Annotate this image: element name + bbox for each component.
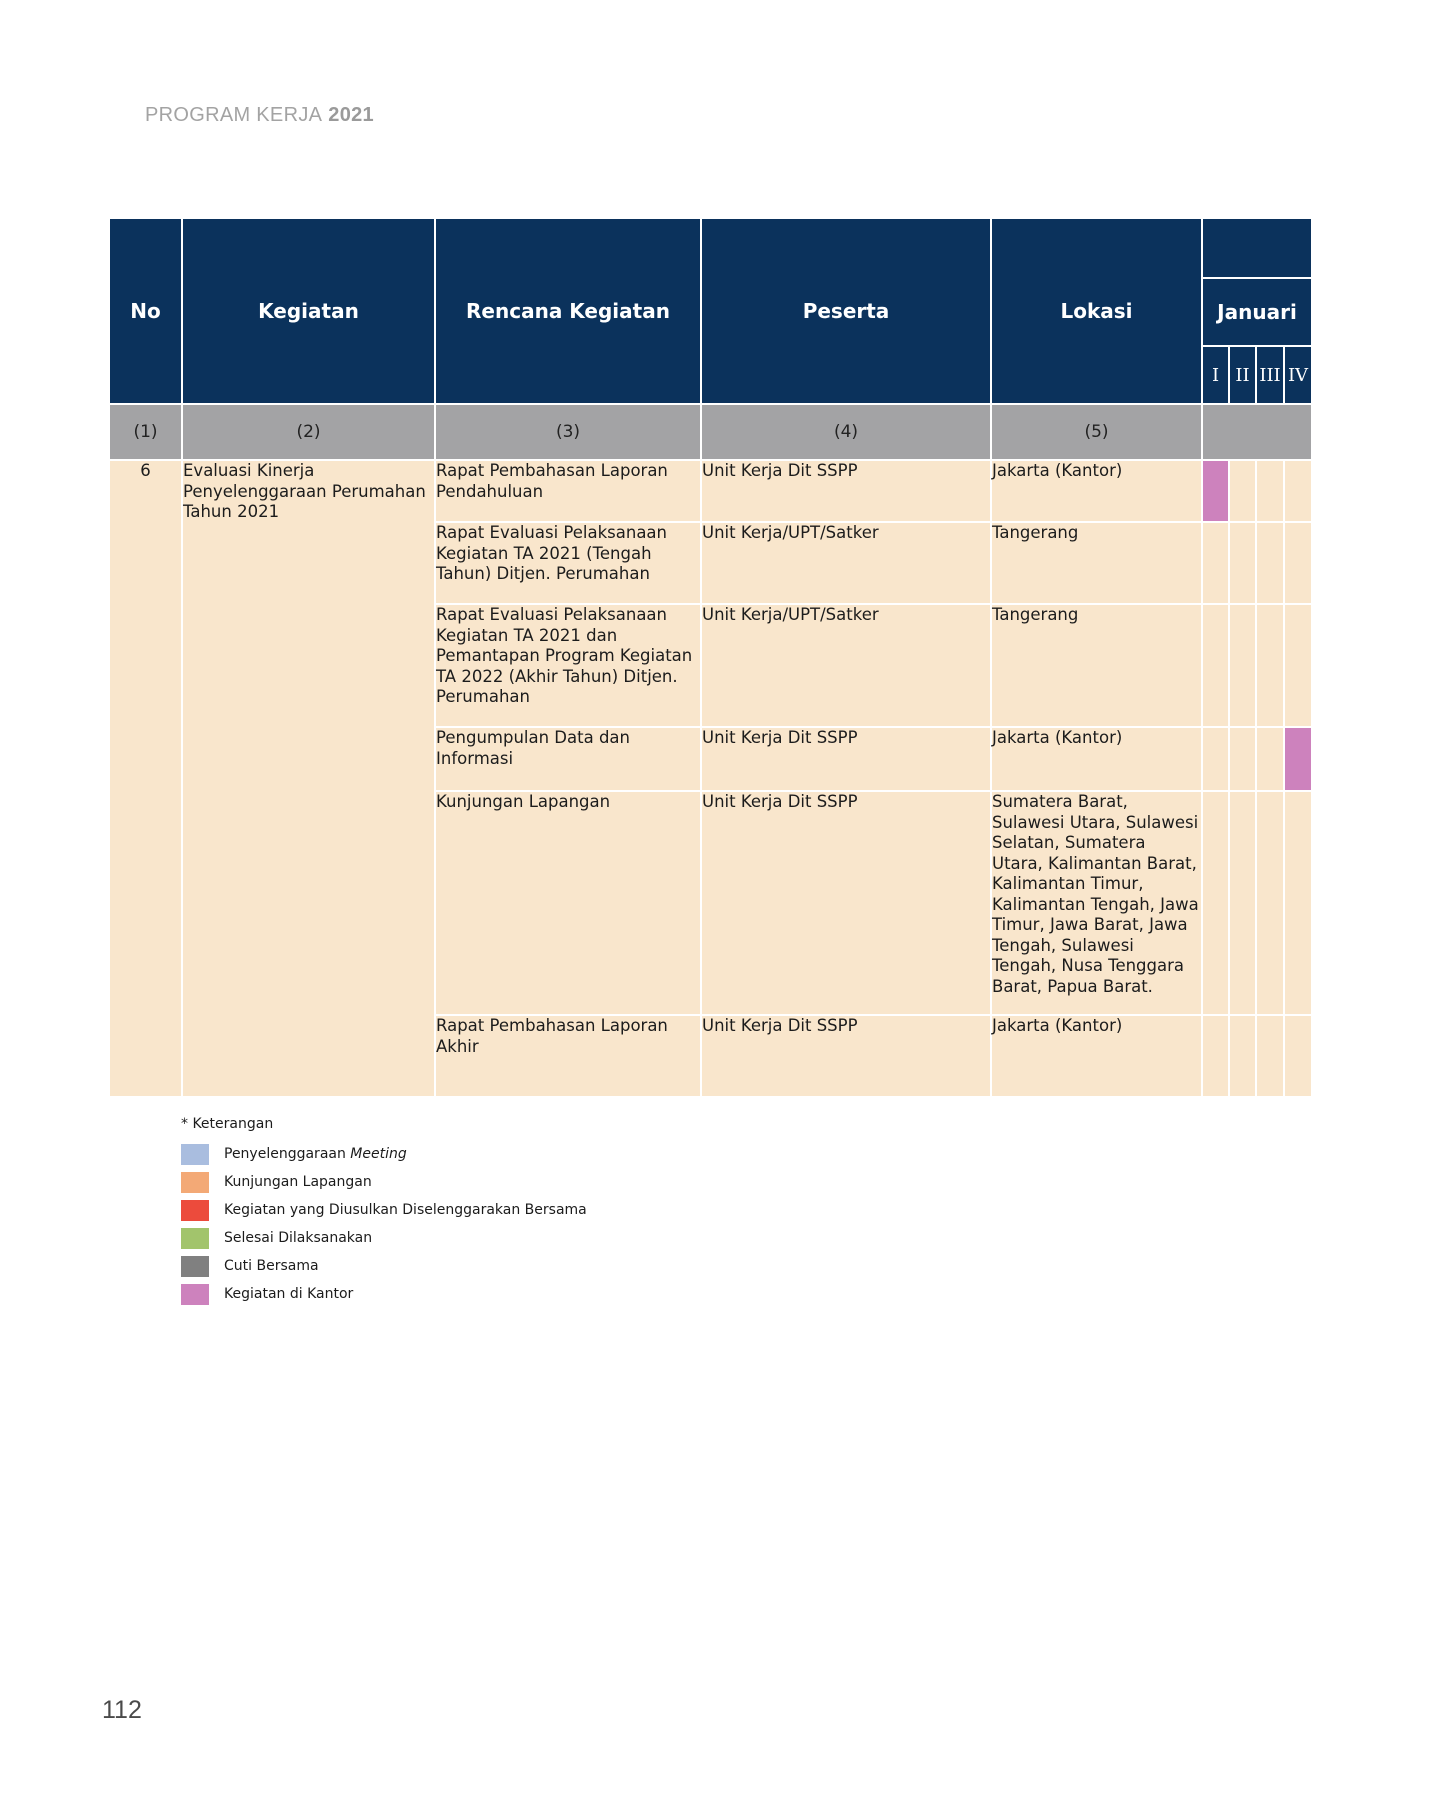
cell-peserta: Unit Kerja Dit SSPP [701,1015,991,1097]
col-header-week-2: II [1229,346,1256,404]
col-header-rencana-kegiatan: Rencana Kegiatan [435,218,701,404]
legend-item-bersama [181,1196,587,1224]
week-cell [1284,604,1312,727]
cell-rencana: Pengumpulan Data dan Informasi [435,727,701,791]
week-cell [1256,791,1284,1015]
week-cell [1229,522,1256,604]
page-header [145,104,374,127]
cell-rencana: Rapat Evaluasi Pelaksanaan Kegiatan TA 2021 dan Pemantapan Program Kegiatan TA 2022 (Akhir Tahun) Ditjen. Perumahan [435,604,701,727]
cell-lokasi: Sumatera Barat, Sulawesi Utara, Sulawesi Selatan, Sumatera Utara, Kalimantan Barat, Kalimantan Timur, Kalimantan Tengah, Jawa Timur, Jawa Barat, Jawa Tengah, Sulawesi Tengah, Nusa Tenggara Barat, Papua Barat. [991,791,1202,1015]
legend-title: * Keterangan [181,1116,274,1132]
week-cell [1256,522,1284,604]
week-cell [1229,791,1256,1015]
legend-label: Kegiatan di Kantor [224,1286,354,1302]
header-year: 2021 [328,104,374,126]
legend-swatch [181,1228,209,1249]
cell-lokasi: Jakarta (Kantor) [991,727,1202,791]
cell-peserta: Unit Kerja/UPT/Satker [701,604,991,727]
col-header-week-1: I [1202,346,1229,404]
week-cell [1256,1015,1284,1097]
legend-swatch [181,1200,209,1221]
cell-rencana: Rapat Pembahasan Laporan Akhir [435,1015,701,1097]
week-cell [1229,727,1256,791]
col-number-5: (5) [991,404,1202,460]
cell-lokasi: Tangerang [991,522,1202,604]
legend-swatch [181,1256,209,1277]
week-cell [1202,522,1229,604]
cell-rencana: Kunjungan Lapangan [435,791,701,1015]
week-cell [1202,791,1229,1015]
cell-rencana: Rapat Pembahasan Laporan Pendahuluan [435,460,701,522]
legend [181,1116,587,1308]
week-cell [1284,522,1312,604]
week-cell [1256,460,1284,522]
col-number-schedule [1202,404,1312,460]
legend-label: Kegiatan yang Diusulkan Diselenggarakan Bersama [224,1202,587,1218]
legend-item-kunjungan [181,1168,587,1196]
week-cell [1202,727,1229,791]
col-number-2: (2) [182,404,435,460]
cell-kegiatan: Evaluasi Kinerja Penyelenggaraan Perumahan Tahun 2021 [182,460,435,1097]
week-cell [1202,460,1229,522]
legend-item-kantor [181,1280,587,1308]
col-header-week-3: III [1256,346,1284,404]
cell-peserta: Unit Kerja/UPT/Satker [701,522,991,604]
col-number-4: (4) [701,404,991,460]
week-cell [1202,604,1229,727]
legend-item-meeting [181,1140,587,1168]
legend-label: Penyelenggaraan Meeting [224,1146,407,1162]
header-title: PROGRAM KERJA [145,104,323,126]
table-row [109,460,1312,522]
legend-swatch [181,1144,209,1165]
col-header-kegiatan: Kegiatan [182,218,435,404]
legend-item-cuti [181,1252,587,1280]
week-cell [1229,460,1256,522]
cell-peserta: Unit Kerja Dit SSPP [701,460,991,522]
legend-label: Cuti Bersama [224,1258,319,1274]
page-number: 112 [102,1696,142,1724]
col-header-lokasi: Lokasi [991,218,1202,404]
week-cell [1284,460,1312,522]
week-cell [1202,1015,1229,1097]
col-header-schedule-top [1202,218,1312,278]
legend-swatch [181,1284,209,1305]
week-cell [1229,604,1256,727]
cell-peserta: Unit Kerja Dit SSPP [701,791,991,1015]
col-header-peserta: Peserta [701,218,991,404]
cell-peserta: Unit Kerja Dit SSPP [701,727,991,791]
work-plan-table [108,217,1313,1098]
week-cell [1229,1015,1256,1097]
cell-lokasi: Jakarta (Kantor) [991,460,1202,522]
week-cell [1284,791,1312,1015]
week-cell [1256,604,1284,727]
week-cell [1256,727,1284,791]
col-number-3: (3) [435,404,701,460]
col-header-week-4: IV [1284,346,1312,404]
legend-label: Selesai Dilaksanakan [224,1230,373,1246]
legend-item-selesai [181,1224,587,1252]
cell-rencana: Rapat Evaluasi Pelaksanaan Kegiatan TA 2021 (Tengah Tahun) Ditjen. Perumahan [435,522,701,604]
col-header-month: Januari [1202,278,1312,346]
cell-lokasi: Tangerang [991,604,1202,727]
week-cell [1284,1015,1312,1097]
cell-no: 6 [109,460,182,1097]
col-header-no: No [109,218,182,404]
week-cell [1284,727,1312,791]
legend-label: Kunjungan Lapangan [224,1174,372,1190]
work-plan-table-container [108,217,1311,1098]
legend-swatch [181,1172,209,1193]
cell-lokasi: Jakarta (Kantor) [991,1015,1202,1097]
col-number-1: (1) [109,404,182,460]
